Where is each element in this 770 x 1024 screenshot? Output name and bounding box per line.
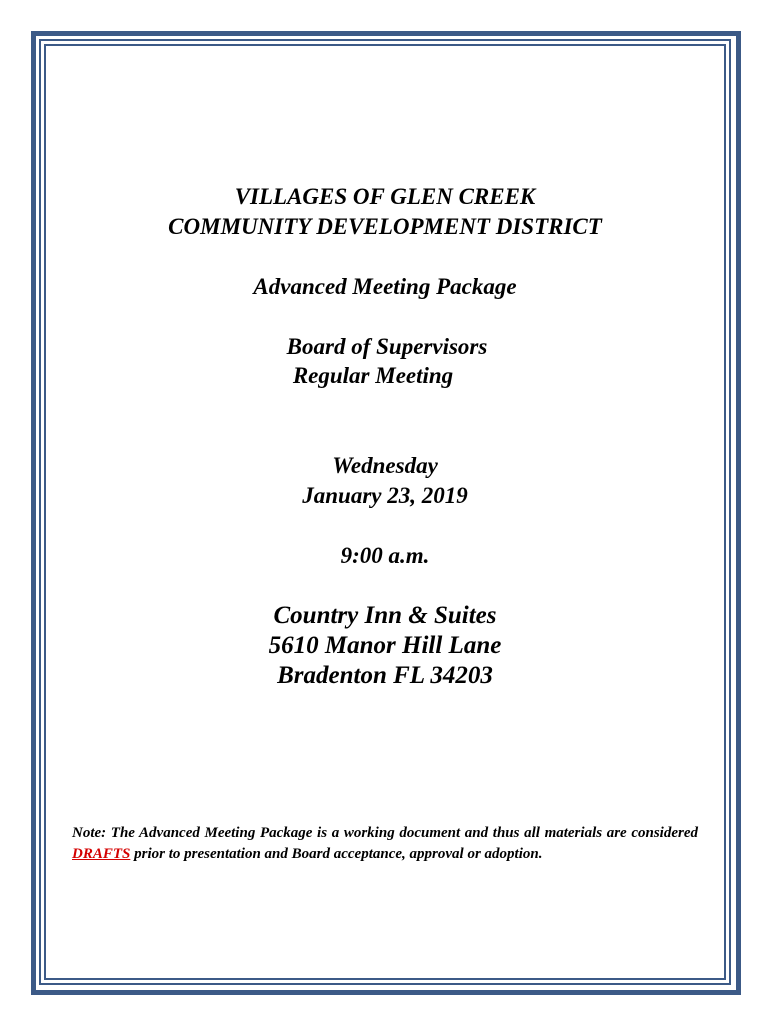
meeting-time: 9:00 a.m. bbox=[340, 543, 430, 568]
meeting-date: January 23, 2019 bbox=[302, 483, 468, 508]
note-prefix: Note: The Advanced Meeting Package is a working document and thus all materials are considered bbox=[72, 825, 698, 841]
drafts-label: DRAFTS bbox=[72, 846, 131, 862]
draft-note bbox=[72, 823, 698, 865]
package-title: Advanced Meeting Package bbox=[253, 274, 517, 299]
venue-address: 5610 Manor Hill Lane bbox=[268, 632, 502, 659]
venue-name: Country Inn & Suites bbox=[273, 602, 497, 629]
board-name: Board of Supervisors bbox=[286, 334, 488, 359]
meeting-type: Regular Meeting bbox=[292, 363, 454, 388]
venue-city: Bradenton FL 34203 bbox=[277, 662, 493, 689]
note-suffix: prior to presentation and Board acceptance, approval or adoption. bbox=[130, 846, 543, 862]
district-name-line2: COMMUNITY DEVELOPMENT DISTRICT bbox=[168, 214, 602, 239]
meeting-day: Wednesday bbox=[332, 453, 438, 478]
district-name-line1: VILLAGES OF GLEN CREEK bbox=[234, 184, 536, 209]
